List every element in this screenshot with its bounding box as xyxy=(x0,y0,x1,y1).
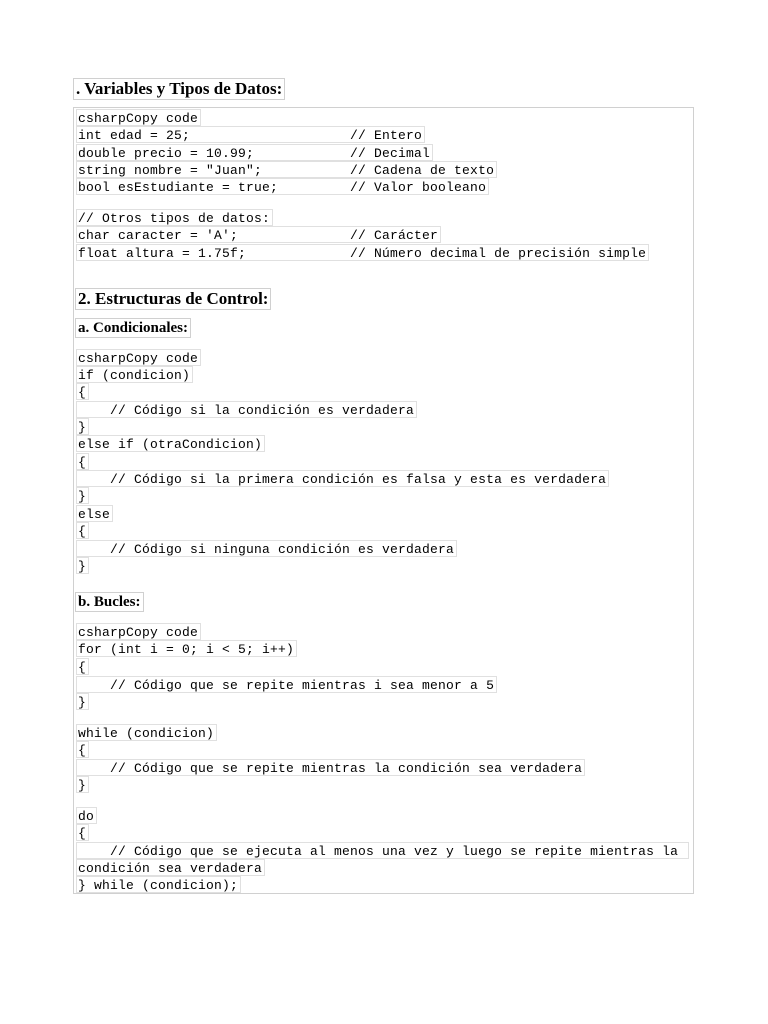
code-line: { xyxy=(76,453,89,470)
code-line: // Código si ninguna condición es verdadera xyxy=(76,540,457,557)
code-line: } xyxy=(76,557,89,574)
code-line: else xyxy=(76,505,113,522)
code-header: csharpCopy code xyxy=(76,623,201,640)
code-line: // Otros tipos de datos: xyxy=(76,209,273,226)
code-line: { xyxy=(76,522,89,539)
code-line: } xyxy=(76,776,89,793)
section-heading-control: 2. Estructuras de Control: xyxy=(75,288,271,310)
code-line: bool esEstudiante = true; // Valor booleano xyxy=(76,178,489,195)
code-line: } xyxy=(76,487,89,504)
code-line: if (condicion) xyxy=(76,366,193,383)
code-line: do xyxy=(76,807,97,824)
code-line: // Código si la primera condición es falsa y esta es verdadera xyxy=(76,470,609,487)
code-line: double precio = 10.99; // Decimal xyxy=(76,144,433,161)
code-header: csharpCopy code xyxy=(76,349,201,366)
code-line: { xyxy=(76,741,89,758)
code-line: int edad = 25; // Entero xyxy=(76,126,425,143)
code-line: { xyxy=(76,383,89,400)
code-line: char caracter = 'A'; // Carácter xyxy=(76,226,441,243)
code-line: // Código que se repite mientras la condición sea verdadera xyxy=(76,759,585,776)
code-line: // Código que se repite mientras i sea menor a 5 xyxy=(76,676,497,693)
code-line: } xyxy=(76,418,89,435)
code-header: csharpCopy code xyxy=(76,109,201,126)
code-line: // Código que se ejecuta al menos una vez y luego se repite mientras la xyxy=(76,842,689,859)
code-line: { xyxy=(76,824,89,841)
code-line: for (int i = 0; i < 5; i++) xyxy=(76,640,297,657)
code-line: string nombre = "Juan"; // Cadena de texto xyxy=(76,161,497,178)
code-line: while (condicion) xyxy=(76,724,217,741)
subheading-loops: b. Bucles: xyxy=(75,592,144,612)
code-line: // Código si la condición es verdadera xyxy=(76,401,417,418)
code-line: condición sea verdadera xyxy=(76,859,265,876)
code-line: else if (otraCondicion) xyxy=(76,435,265,452)
code-line: } while (condicion); xyxy=(76,876,241,893)
section-heading-variables: . Variables y Tipos de Datos: xyxy=(73,78,285,100)
code-line: { xyxy=(76,658,89,675)
subheading-conditionals: a. Condicionales: xyxy=(75,318,191,338)
code-line: } xyxy=(76,693,89,710)
code-line: float altura = 1.75f; // Número decimal de precisión simple xyxy=(76,244,649,261)
